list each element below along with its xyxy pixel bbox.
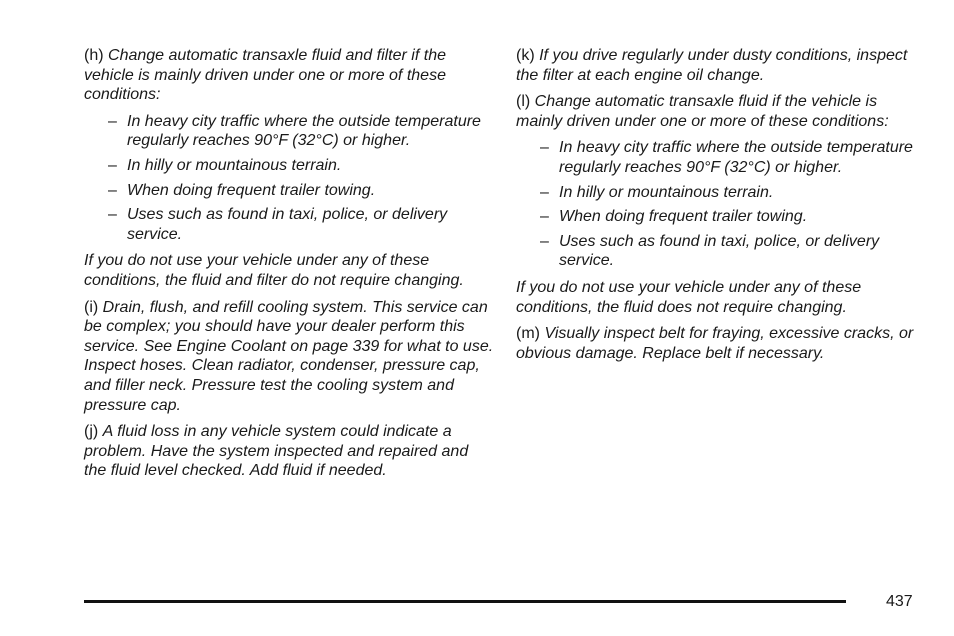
condition-text: In hilly or mountainous terrain. xyxy=(127,156,342,174)
dash: – xyxy=(540,183,549,201)
condition-text: In heavy city traffic where the outside temperature regularly reaches 90°F (32°C) or higher. xyxy=(559,139,913,176)
dash: – xyxy=(108,112,117,130)
dash: – xyxy=(540,232,549,250)
list-item xyxy=(84,205,494,244)
footer-rule xyxy=(84,600,846,603)
dash: – xyxy=(540,208,549,226)
item-h-tag: (h) xyxy=(84,47,104,64)
item-j xyxy=(84,422,494,481)
item-j-text: A fluid loss in any vehicle system could indicate a problem. Have the system inspected and repaired and the fluid level checked. Add fluid if needed. xyxy=(84,423,469,480)
item-h-text: Change automatic transaxle fluid and filter if the vehicle is mainly driven under one or more of these conditions: xyxy=(84,47,446,104)
list-item xyxy=(84,181,494,201)
condition-text: Uses such as found in taxi, police, or delivery service. xyxy=(127,206,448,243)
item-h-note: If you do not use your vehicle under any of these conditions, the fluid and filter do not require changing. xyxy=(84,252,464,289)
list-item xyxy=(516,183,926,203)
item-k-tag: (k) xyxy=(516,47,535,64)
item-m-text: Visually inspect belt for fraying, excessive cracks, or obvious damage. Replace belt if necessary. xyxy=(516,325,914,362)
condition-text: In heavy city traffic where the outside temperature regularly reaches 90°F (32°C) or higher. xyxy=(127,112,481,150)
item-m xyxy=(516,324,926,363)
item-k xyxy=(516,46,926,85)
dash: – xyxy=(108,206,117,224)
list-item xyxy=(84,112,494,151)
item-m-tag: (m) xyxy=(516,325,540,343)
dash: – xyxy=(540,139,549,157)
item-l xyxy=(516,92,926,131)
item-k-text: If you drive regularly under dusty conditions, inspect the filter at each engine oil change. xyxy=(516,47,908,84)
list-item xyxy=(84,156,494,176)
item-i xyxy=(84,298,494,416)
item-j-tag: (j) xyxy=(84,423,99,441)
right-column xyxy=(516,46,926,370)
item-l-text: Change automatic transaxle fluid if the vehicle is mainly driven under one or more of these conditions: xyxy=(516,93,889,130)
item-h xyxy=(84,46,494,105)
condition-text: When doing frequent trailer towing. xyxy=(559,208,808,226)
item-l-conditions xyxy=(516,138,926,271)
item-i-tag: (i) xyxy=(84,298,99,316)
dash: – xyxy=(108,181,117,199)
left-column xyxy=(84,46,494,488)
condition-text: In hilly or mountainous terrain. xyxy=(559,183,774,201)
item-l-tag: (l) xyxy=(516,93,531,111)
condition-text: When doing frequent trailer towing. xyxy=(127,181,376,199)
list-item xyxy=(516,138,926,177)
dash: – xyxy=(108,156,117,174)
condition-text: Uses such as found in taxi, police, or delivery service. xyxy=(559,232,880,270)
page-number: 437 xyxy=(886,593,913,610)
list-item xyxy=(516,207,926,227)
list-item xyxy=(516,232,926,271)
item-i-text: Drain, flush, and refill cooling system. This service can be complex; you should have your dealer perform this service. See Engine Coolant on page 339 for what to use. Inspect hoses. Clean radiator, condenser, pressure cap, and filler neck. Pressure test the cooling system and pressure cap. xyxy=(84,298,494,414)
item-h-conditions xyxy=(84,112,494,245)
item-l-note: If you do not use your vehicle under any of these conditions, the fluid does not require changing. xyxy=(516,278,862,316)
